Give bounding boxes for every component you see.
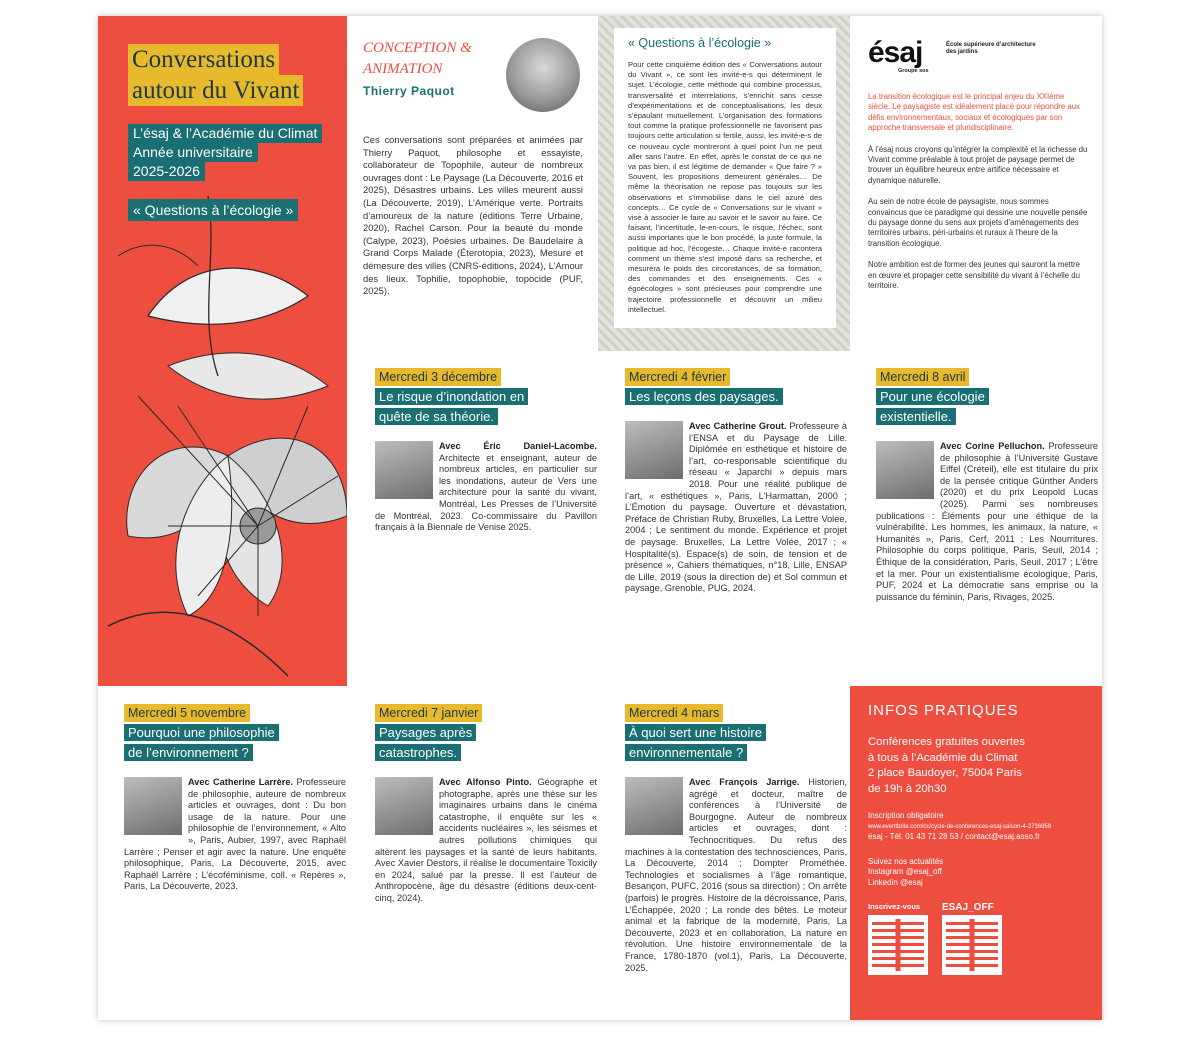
- event-body: [625, 421, 847, 595]
- guest-photo: [625, 421, 683, 479]
- event-title: Pourquoi une philosophie de l’environnement ?: [124, 723, 346, 763]
- event-date: Mercredi 4 mars: [625, 704, 723, 722]
- questions-text: Pour cette cinquième édition des « Conversations autour du Vivant », ce sont les invité-e-s qui déterminent le sujet. L’écologie, cette méthode qui combine processus, transversalité et interrelations, s’enrichit sans cesse d’expérimentations et de conceptualisations, les deux s’épaulant mutuellement. L’organisation des formations tout comme la pratique professionnelle ne favorisent pas toujours cette articulation si fertile, aussi, les invité-e-s de ce nouveau cycle montreront à quel point l’un ne peut aller sans l’autre. En effet, après le constat de ce qui ne va pas bien, il est légitime de demander « Que faire ? » Souvent, les propositions demeurent générales… De même la théorisation ne repose pas toujours sur les observations et s’immobilise dans le ciel azuré des concepts… Ce cycle de « Conversations sur le vivant » vise à associer le faire au savoir et le savoir au faire. Ce faisant, l’incertitude, le-en-cours, le risque, l’échec, sont aussi importants que le bon procédé, la juste formule, la politique ad hoc, l’écogeste… Chaque invité-e racontera comment un thème s’est imposé dans sa recherche, et mesurera le poids des circonstances, de sa formation, des commandes et des enseignements. Ces « égoécologies » sont précieuses pour comprendre une trajectoire professionnelle et découvrir un milieu intellectuel.: [628, 60, 822, 314]
- esaj-paragraph-2: Au sein de notre école de paysagiste, nous sommes convaincus que ce paradigme qui dessine une nouvelle pensée du paysage donne du sens aux projets d’aménagements des territoires urbains, péri-urbains et ruraux à l’heure de la transition écologique.: [868, 197, 1088, 248]
- esaj-intro: La transition écologique est le principal enjeu du XXIème siècle. Le paysagiste est idéalement placé pour répondre aux défis environnementaux, sociaux et écologiques par son approche transversale et pluridisciplinaire.: [868, 92, 1080, 133]
- guest-bio: Architecte et enseignant, auteur de nombreux articles, en particulier sur les inondations, auteur de Vers une architecture pour la santé du vivant, Montréal, Les Presses de l’Université de Montréal, 2023. Co-commissaire du Pavillon français à la Biennale de Venise 2025.: [375, 452, 597, 533]
- guest-bio: Professeure à l’ENSA et du Paysage de Lille. Diplômée en esthétique et histoire de l’art, co-responsable scientifique du réseau « Japarchi » depuis mars 2018. Pour une réalité publique de l’art, « esthétiques », Paris, L’Harmattan, 2000 ; L’Émotion du paysage. Ouverture et dévastation, Préface de Christian Ruby, Bruxelles, La Lettre Volée, 2004 ; Le sentiment du monde. Expérience et projet de paysage. Bruxelles, La Lettre Volée, 2017 ; « Hospitalité(s). Espace(s) de soin, de tension et de présence », Cahiers thématiques, n°18, Lille, ENSAP de Lille, 2019 (sous la direction de) et Sol commun et paysage, Grenoble, PUG, 2024.: [625, 421, 847, 594]
- event-date: Mercredi 4 février: [625, 368, 730, 386]
- event-body: [375, 441, 597, 534]
- conception-name: Thierry Paquot: [363, 84, 455, 98]
- guest-name: Avec Corine Pelluchon.: [940, 441, 1045, 451]
- questions-title: « Questions à l’écologie »: [628, 36, 772, 50]
- esaj-logo-block: [868, 38, 1088, 74]
- conception-panel: [363, 38, 583, 338]
- esaj-paragraph-3: Notre ambition est de former des jeunes qui sauront la mettre en œuvre et propager cette sensibilité du vivant à l’échelle du territoire.: [868, 260, 1080, 291]
- event-title: Le risque d’inondation en quête de sa théorie.: [375, 387, 597, 427]
- conception-title: CONCEPTION & ANIMATION: [363, 40, 472, 77]
- esaj-logo: ésaj: [868, 36, 923, 69]
- event-card: [625, 368, 847, 595]
- brochure-sheet: [98, 16, 1102, 1020]
- flower-illustration: [108, 196, 347, 686]
- esaj-paragraph-1: À l’ésaj nous croyons qu’intégrer la complexité et la richesse du Vivant comme préalable à tout projet de paysage permet de trouver un équilibre heureux entre artifice nécessaire et dynamique naturelle.: [868, 144, 1088, 185]
- event-body: [876, 441, 1098, 603]
- event-body: [625, 777, 847, 974]
- guest-name: Avec Éric Daniel-Lacombe.: [439, 441, 597, 451]
- infos-panel: [850, 686, 1102, 1020]
- event-date: Mercredi 8 avril: [876, 368, 969, 386]
- qr-code-icon[interactable]: [942, 915, 1002, 975]
- thierry-paquot-portrait: [506, 38, 580, 112]
- event-card: [124, 704, 346, 893]
- infos-registration: Inscription obligatoire www.eventbrite.com/cc/cycle-de-conferences-esaj-saison-4-3736959 ésaj - Tél. 01 43 71 28 53 / contact@esaj.asso.fr: [868, 811, 1084, 843]
- event-title: Pour une écologie existentielle.: [876, 387, 1098, 427]
- guest-name: Avec Catherine Grout.: [689, 421, 787, 431]
- cover-panel: [98, 16, 347, 686]
- contact-line[interactable]: ésaj - Tél. 01 43 71 28 53 / contact@esaj.asso.fr: [868, 832, 1041, 841]
- event-date: Mercredi 7 janvier: [375, 704, 482, 722]
- event-title: À quoi sert une histoire environnementale ?: [625, 723, 847, 763]
- cover-title: Conversations autour du Vivant: [128, 44, 328, 106]
- guest-bio: Géographe et photographe, après une thèse sur les imaginaires urbains dans le cinéma catastrophe, il enquête sur les « accidents nucléaires », les séismes et autres pollutions chimiques qui altèrent les paysages et la santé de leurs habitants. Avec Xavier Destors, il réalise le documentaire Toxicily en 2024, salué par la presse. Il est l’auteur de Anthropocène, âge du désastre (éditions deux-cent-cinq, 2024).: [375, 777, 597, 903]
- event-card: [876, 368, 1098, 603]
- infos-details: Conférences gratuites ouvertes à tous à l’Académie du Climat 2 place Baudoyer, 75004 Paris de 19h à 20h30: [868, 736, 1025, 795]
- event-date: Mercredi 5 novembre: [124, 704, 250, 722]
- guest-photo: [876, 441, 934, 499]
- event-body: [375, 777, 597, 905]
- qr-codes: [868, 902, 1084, 975]
- guest-bio: Professeure de philosophie, auteure de nombreux articles et ouvrages, dont : Du bon usage de la nature. Pour une philosophie de l’environnement, « Alto », Paris, Aubier, 1997, avec Raphaël Larrère ; Penser et agir avec la nature. Une enquête philosophique, Paris, La Découverte, 2015, avec Raphaël Larrère ; L’écoféminisme, coll. « Repères », Paris, La Découverte, 2023.: [124, 777, 347, 892]
- event-title: Les leçons des paysages.: [625, 387, 847, 407]
- guest-bio: Professeure de philosophie à l’Université Gustave Eiffel (Créteil), elle est titulaire du prix de la pensée critique Günther Anders (2020) et du prix Leopold Lucas (2025). Parmi ses nombreuses publications : Éléments pour une éthique de la vulnérabilité. Les hommes, les animaux, la nature, « Humanités », Paris, Cerf, 2011 ; Les Nourritures. Philosophie du corps politique, Paris, Seuil, 2014 ; Éthique de la considération, Paris, Seuil, 2017 ; L’être et la mer. Pour un existentialisme écologique, Paris, PUF, 2024 et La démocratie sans emprise ou la puissance du féminin, Paris, Rivages, 2025.: [876, 441, 1098, 602]
- questions-panel: [598, 16, 850, 351]
- qr-instagram-block: [942, 902, 1002, 975]
- guest-name: Avec François Jarrige.: [689, 777, 800, 787]
- infos-social: Suivez nos actualités Instagram @esaj_off Linkedin @esaj: [868, 857, 1084, 889]
- guest-photo: [375, 777, 433, 835]
- cover-subtitle: L’ésaj & l’Académie du Climat Année universitaire 2025-2026: [128, 124, 328, 181]
- cover-questions-tag: « Questions à l’écologie »: [128, 199, 298, 221]
- guest-bio: Historien, agrégé et docteur, maître de conférences à l’Université de Bourgogne. Auteur de nombreux articles et ouvrages, dont : Technocritiques. Du refus des machines à la contestation des technosciences, Paris, La Découverte, 2014 ; Dompter Prométhée. Technologies et socialismes à l’âge romantique, Besançon, PUFC, 2016 (sous sa direction) ; On arrête (parfois) le progrès. Histoire de la décroissance, Paris, L’Échappée, 2020 ; La ronde des bêtes. Le moteur animal et la fabrique de la modernité, Paris, La Découverte, 2023 et en collaboration, La nature en révolution. Une histoire environnementale de la France, 1780-1870 (vol.1), Paris, La Découverte, 2025.: [625, 777, 848, 973]
- event-card: [625, 704, 847, 974]
- guest-photo: [375, 441, 433, 499]
- guest-photo: [625, 777, 683, 835]
- qr-code-icon[interactable]: [868, 915, 928, 975]
- guest-photo: [124, 777, 182, 835]
- event-date: Mercredi 3 décembre: [375, 368, 501, 386]
- event-body: [124, 777, 346, 893]
- qr-register-block: [868, 902, 928, 975]
- event-card: [375, 704, 597, 905]
- esaj-panel: [868, 38, 1088, 338]
- registration-link[interactable]: www.eventbrite.com/cc/cycle-de-conferences-esaj-saison-4-3736959: [868, 823, 1052, 830]
- guest-name: Avec Catherine Larrère.: [188, 777, 294, 787]
- questions-box: [614, 28, 836, 328]
- esaj-tagline: École supérieure d’architecture des jardins: [946, 42, 1036, 55]
- conception-text: Ces conversations sont préparées et animées par Thierry Paquot, philosophe et essayiste, collaborateur de Topophile, auteur de nombreux ouvrages dont : Le Paysage (La Découverte, 2016 et 2025), Désastres urbains. Les villes meurent aussi (La Découverte, 2019), L’Amérique verte. Portraits d’amoureux de la nature (éditions Terre Urbaine, 2020), Rachel Carson. Pour la beauté du monde (Calype, 2023), Poésies urbaines. De Baudelaire à Grand Corps Malade (Éterotopia, 2023), Mesure et démesure des villes (CNRS-éditions, 2024), L’Amour des lieux. Tophilie, topophobie, topocide (PUF, 2025).: [363, 134, 583, 297]
- qr-register-label: Inscrivez-vous: [868, 902, 921, 911]
- instagram-link[interactable]: Instagram @esaj_off: [868, 867, 942, 876]
- esaj-groupe: Groupe sos: [898, 68, 929, 74]
- infos-title: INFOS PRATIQUES: [868, 702, 1019, 719]
- linkedin-link[interactable]: Linkedin @esaj: [868, 877, 923, 887]
- qr-instagram-label: ESAJ_OFF: [942, 902, 994, 913]
- event-title: Paysages après catastrophes.: [375, 723, 597, 763]
- guest-name: Avec Alfonso Pinto.: [439, 777, 532, 787]
- event-card: [375, 368, 597, 534]
